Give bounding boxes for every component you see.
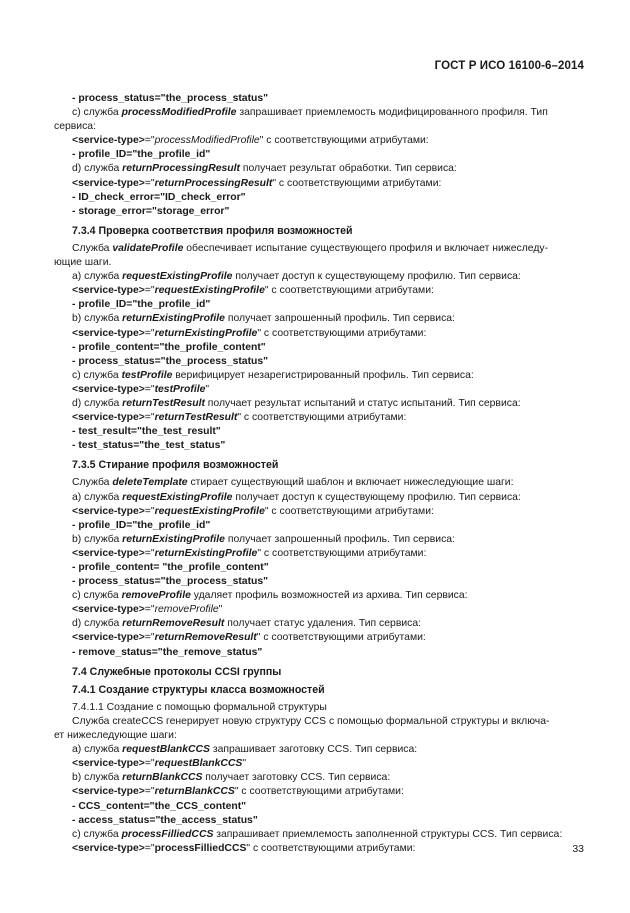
param-line: - storage_error="storage_error" <box>72 205 230 217</box>
step-line: b) служба returnBlankCCS получает заготовку CCS. Тип сервиса: <box>72 772 391 784</box>
param-line: - profile_content="the_profile_content" <box>72 341 266 353</box>
standard-code: ГОСТ Р ИСО 16100-6–2014 <box>434 60 584 72</box>
step-line: а) служба requestExistingProfile получает доступ к существующему профилю. Тип сервиса: <box>72 271 521 283</box>
page-number: 33 <box>572 843 584 855</box>
section-heading-7-3-5: 7.3.5 Стирание профиля возможностей <box>72 459 279 472</box>
subsection-title: 7.4.1.1 Создание с помощью формальной структуры <box>72 701 327 713</box>
param-line: - process_status="the_process_status" <box>72 355 269 367</box>
param-line: - ID_check_error="ID_check_error" <box>72 191 246 203</box>
step-line: b) служба returnExistingProfile получает запрошенный профиль. Тип сервиса: <box>72 313 455 325</box>
section-heading-7-4-1: 7.4.1 Создание структуры класса возможностей <box>72 683 325 696</box>
param-line: - test_result="the_test_result" <box>72 426 221 438</box>
step-line: c) служба removeProfile удаляет профиль возможностей из архива. Тип сервиса: <box>72 590 468 602</box>
service-type-line: <service-type>="returnExistingProfile" с соответствующими атрибутами: <box>72 547 427 559</box>
step-line: c) служба processModifiedProfile запрашивает приемлемость модифицированного профиля. Тип <box>72 107 548 119</box>
paragraph: Служба validateProfile обеспечивает испытание существующего профиля и включает нижеследу- <box>72 242 549 254</box>
document-body <box>54 92 586 856</box>
param-line: - profile_ID="the_profile_id" <box>72 299 211 311</box>
section-heading-7-4: 7.4 Служебные протоколы CCSI группы <box>72 665 282 678</box>
step-line: а) служба requestExistingProfile получает доступ к существующему профилю. Тип сервиса: <box>72 491 521 503</box>
param-line: - profile_content= "the_profile_content" <box>72 562 269 573</box>
service-type-line: <service-type>="requestBlankCCS" <box>72 758 247 770</box>
service-type-line: <service-type>="returnRemoveResult" с соответствующими атрибутами: <box>72 632 426 644</box>
paragraph: Служба deleteTemplate стирает существующий шаблон и включает нижеследующие шаги: <box>72 477 514 489</box>
paragraph: Служба createCCS генерирует новую структуру CCS с помощью формальной структуры и включа- <box>72 715 550 727</box>
param-line: - remove_status="the_remove_status" <box>72 646 263 658</box>
param-line: - profile_ID="the_profile_id" <box>72 519 211 531</box>
step-line: c) служба processFilliedCCS запрашивает приемлемость заполненной структуры CCS. Тип сервиса: <box>72 828 563 840</box>
service-type-line: <service-type>="returnBlankCCS" с соответствующими атрибутами: <box>72 786 404 798</box>
section-heading-7-3-4: 7.3.4 Проверка соответствия профиля возможностей <box>72 224 353 237</box>
step-line: а) служба requestBlankCCS запрашивает заготовку CCS. Тип сервиса: <box>72 744 418 756</box>
step-line-wrap: сервиса: <box>54 121 96 133</box>
service-type-line: <service-type>="requestExistingProfile" с соответствующими атрибутами: <box>72 285 434 297</box>
service-name: processModifiedProfile <box>121 107 237 119</box>
service-type-line: <service-type>="removeProfile" <box>72 604 223 616</box>
step-line: c) служба testProfile верифицирует незарегистрированный профиль. Тип сервиса: <box>72 369 474 381</box>
param-line: - process_status="the_process_status" <box>72 93 269 104</box>
service-type-line: <service-type>="returnExistingProfile" с соответствующими атрибутами: <box>72 327 427 339</box>
service-type-line: <service-type>="returnTestResult" с соответствующими атрибутами: <box>72 412 407 424</box>
service-type-line: <service-type>="returnProcessingResult" с соответствующими атрибутами: <box>72 177 442 189</box>
step-line: d) служба returnProcessingResult получает результат обработки. Тип сервиса: <box>72 163 457 175</box>
service-type-line: <service-type>="processFilliedCCS" с соответствующими атрибутами: <box>72 842 416 854</box>
paragraph-wrap: ющие шаги. <box>54 257 112 269</box>
service-type-line: <service-type>="processModifiedProfile" с соответствующими атрибутами: <box>72 135 429 147</box>
param-line: - process_status="the_process_status" <box>72 576 269 588</box>
step-line: d) служба returnTestResult получает результат испытаний и статус испытаний. Тип сервиса: <box>72 397 521 409</box>
service-type-line: <service-type>="requestExistingProfile" с соответствующими атрибутами: <box>72 505 434 517</box>
param-line: - test_status="the_test_status" <box>72 440 226 452</box>
param-line: - profile_ID="the_profile_id" <box>72 149 211 161</box>
step-line: b) служба returnExistingProfile получает запрошенный профиль. Тип сервиса: <box>72 533 455 545</box>
service-type-line: <service-type>="testProfile" <box>72 383 210 395</box>
param-line: - access_status="the_access_status" <box>72 814 258 826</box>
paragraph-wrap: ет нижеследующие шаги: <box>54 730 177 742</box>
step-line: d) служба returnRemoveResult получает статус удаления. Тип сервиса: <box>72 618 421 630</box>
param-line: - CCS_content="the_CCS_content" <box>72 800 247 812</box>
